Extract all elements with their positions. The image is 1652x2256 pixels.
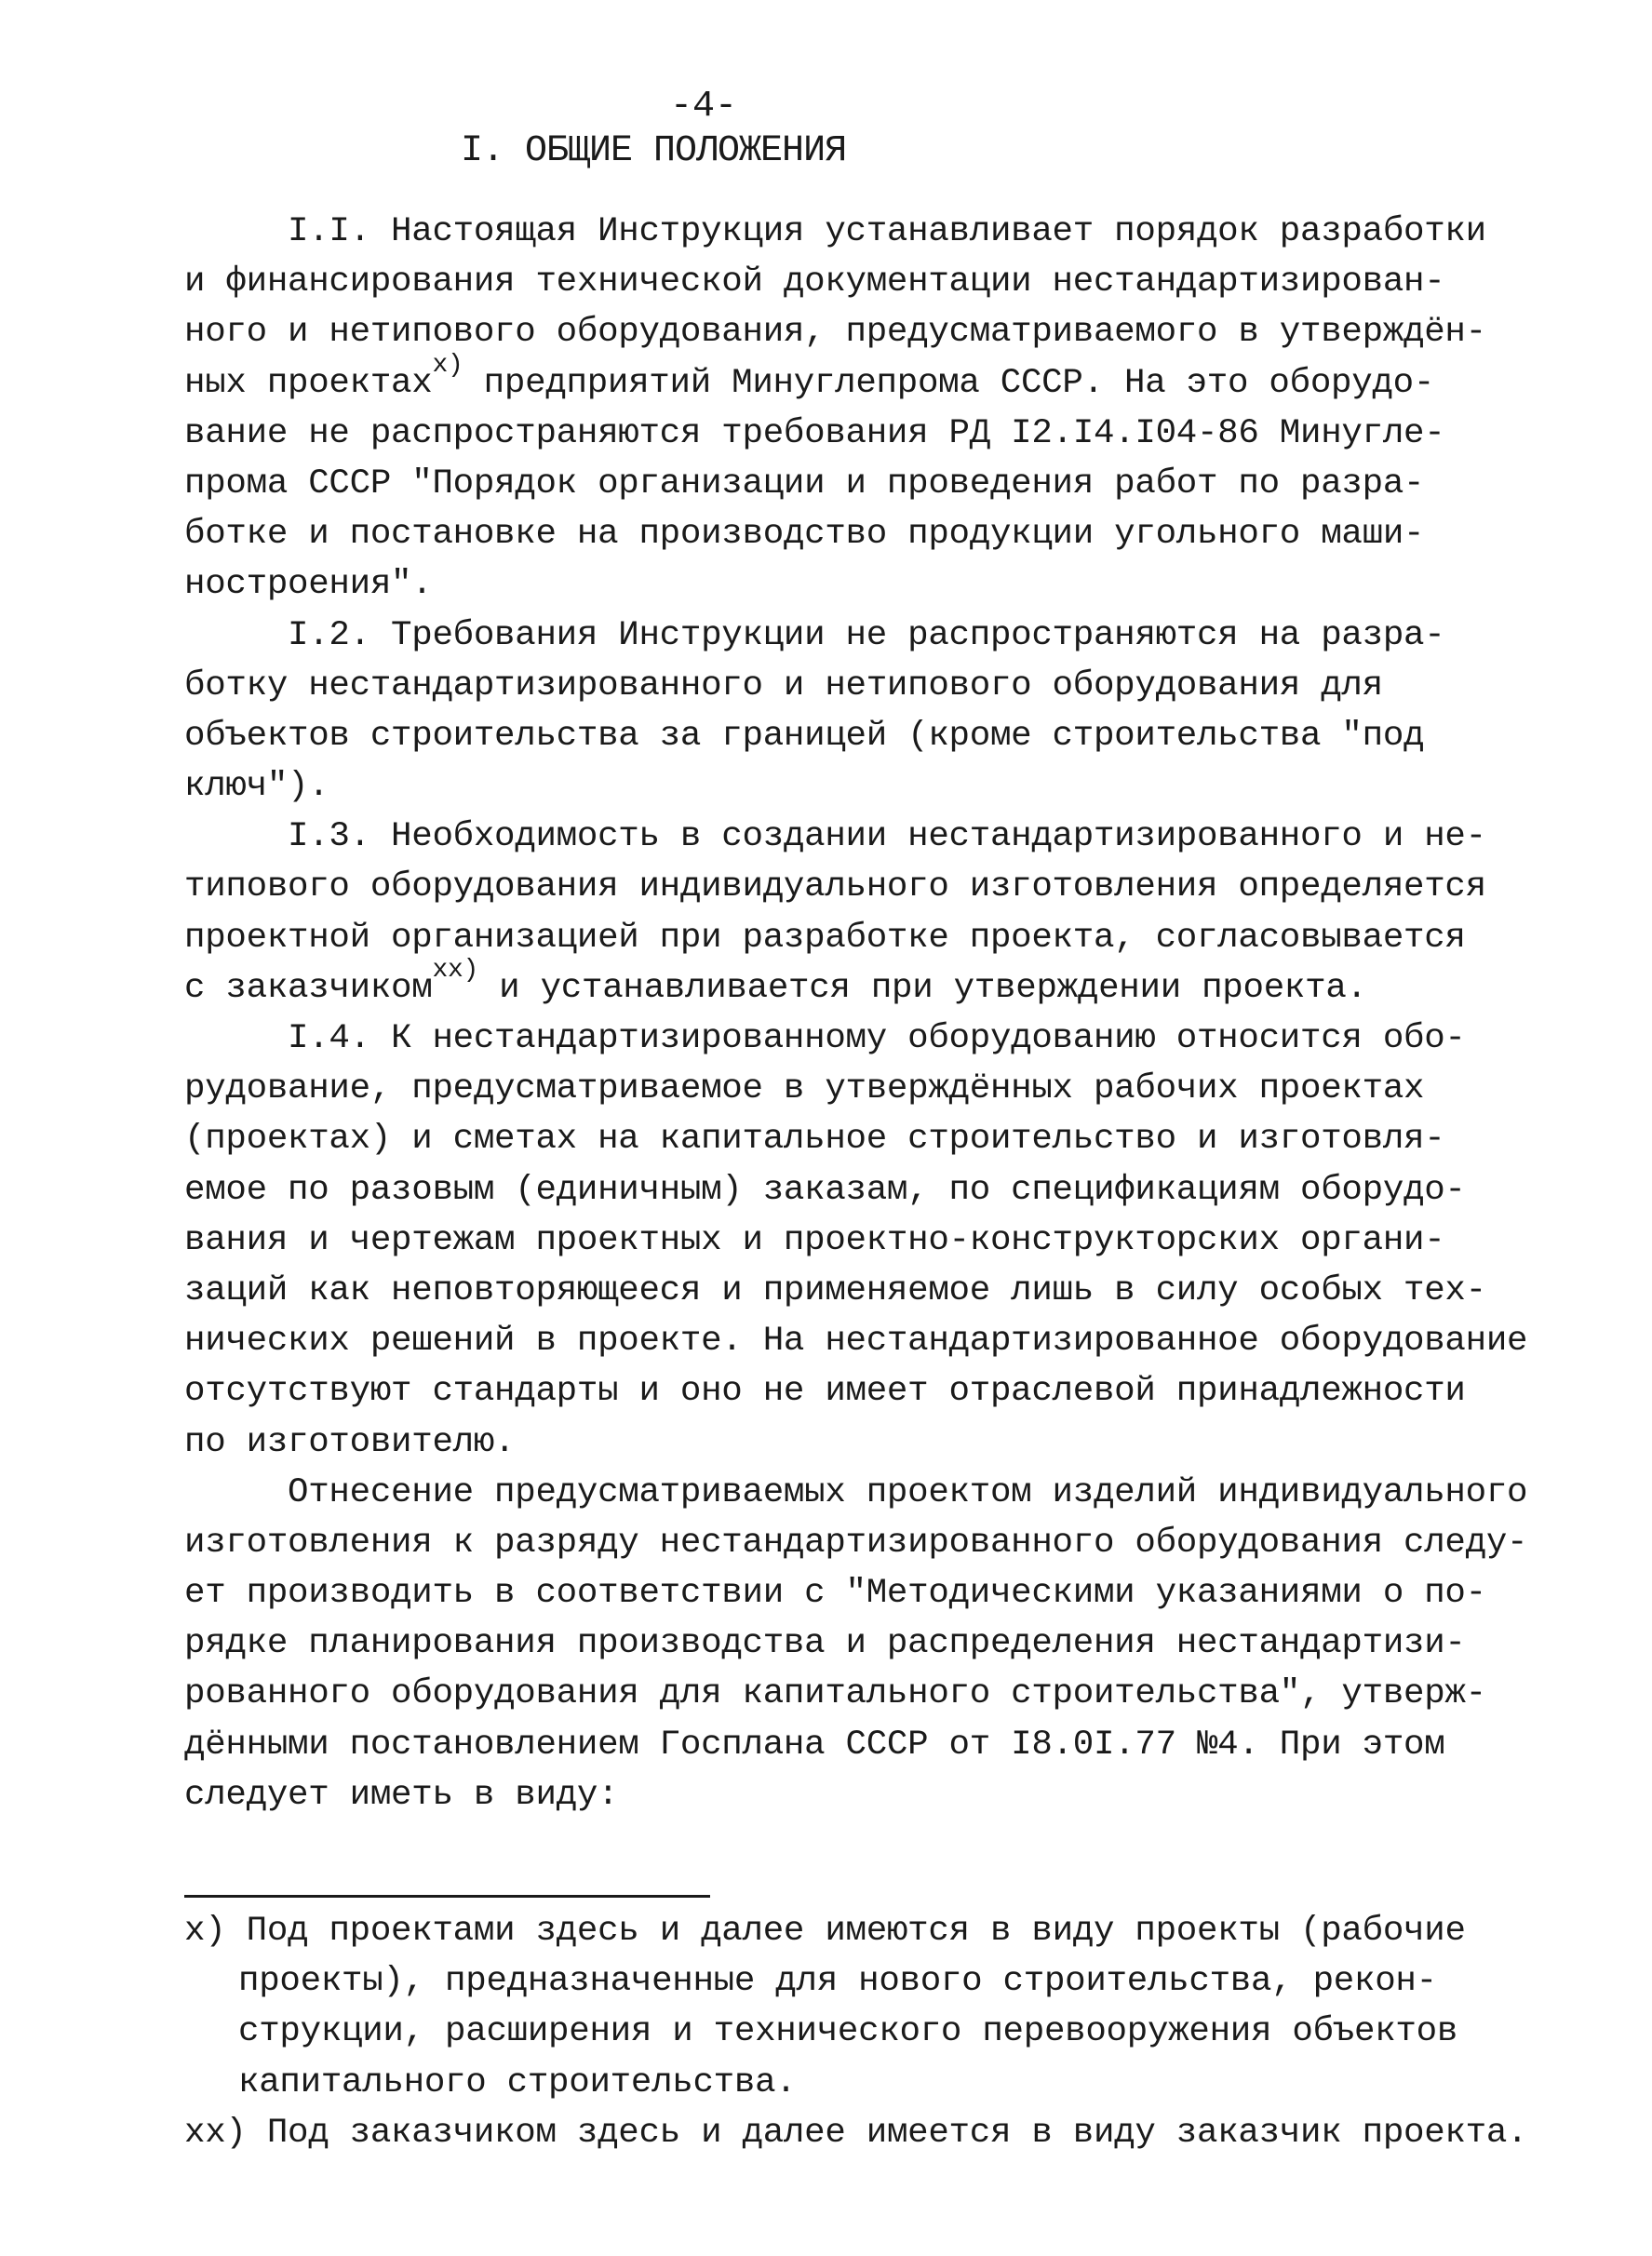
text-line: с заказчиком$^{хх)}$ и устанавливается при утверждении проекта. [184, 955, 1367, 1008]
footnote-mark: хх) [184, 2113, 247, 2153]
text-line: (проектах) и сметах на капитальное строительство и изготовля- [184, 1120, 1445, 1160]
footnote-text: Под заказчиком здесь и далее имеется в виду заказчик проекта. [246, 2113, 1528, 2153]
text-line: I.I. Настоящая Инструкция устанавливает порядок разработки [184, 212, 1486, 251]
text-line: изготовления к разряду нестандартизированного оборудования следу- [184, 1523, 1528, 1563]
footnote-text: струкции, расширения и технического перевооружения объектов [238, 2012, 1458, 2052]
text-line: нических решений в проекте. На нестандартизированное оборудование [184, 1322, 1528, 1362]
text-line: ботке и постановке на производство продукции угольного маши- [184, 515, 1425, 555]
text-line: рядке планирования производства и распределения нестандартизи- [184, 1624, 1466, 1664]
text-line: отсутствуют стандарты и оно не имеет отраслевой принадлежности [184, 1372, 1466, 1412]
page-number: -4- [670, 86, 738, 128]
text-line: I.2. Требования Инструкции не распространяются на разра- [184, 615, 1445, 655]
text-line: ностроения". [184, 565, 433, 605]
text-line: рованного оборудования для капитального строительства", утверж- [184, 1674, 1486, 1714]
footnote-divider [184, 1895, 710, 1898]
footnote [184, 1906, 1524, 2108]
footnote [184, 2108, 1528, 2158]
text-line: I.4. К нестандартизированному оборудованию относится обо- [184, 1019, 1466, 1058]
text-line: ботку нестандартизированного и нетипового оборудования для [184, 665, 1383, 705]
text-line: Отнесение предусматриваемых проектом изделий индивидуального [184, 1472, 1528, 1512]
footnote-text: Под проектами здесь и далее имеются в виду проекты (рабочие [225, 1912, 1466, 1951]
text-line: объектов строительства за границей (кроме строительства "под [184, 716, 1425, 756]
text-line: ных проектах$^{х)}$ предприятий Минуглепрома СССР. На это оборудо- [184, 350, 1435, 403]
text-line: проектной организацией при разработке проекта, согласовывается [184, 918, 1466, 958]
text-line: вания и чертежам проектных и проектно-конструкторских органи- [184, 1220, 1445, 1260]
text-line: следует иметь в виду: [184, 1775, 619, 1815]
footnotes [184, 1906, 1528, 2158]
section-title: I. ОБЩИЕ ПОЛОЖЕНИЯ [461, 130, 847, 172]
text-line: рудование, предусматриваемое в утверждённых рабочих проектах [184, 1069, 1425, 1109]
text-line: вание не распространяются требования РД I2.I4.I04-86 Минугле- [184, 413, 1445, 453]
footnote-reference: х) [432, 350, 463, 380]
text-line: емое по разовым (единичным) заказам, по спецификациям оборудо- [184, 1170, 1466, 1210]
footnote-text: капитального строительства. [238, 2062, 797, 2102]
body-text [184, 207, 1528, 1820]
text-line: прома СССР "Порядок организации и проведения работ по разра- [184, 463, 1425, 504]
text-line: I.3. Необходимость в создании нестандартизированного и не- [184, 817, 1486, 857]
text-line: по изготовителю. [184, 1422, 516, 1462]
text-line: заций как неповторяющееся и применяемое лишь в силу особых тех- [184, 1270, 1486, 1310]
text-line: типового оборудования индивидуального изготовления определяется [184, 867, 1486, 907]
text-line: дёнными постановлением Госплана СССР от I8.0I.77 №4. При этом [184, 1725, 1445, 1765]
text-line: ет производить в соответствии с "Методическими указаниями о по- [184, 1574, 1486, 1614]
text-line: ключ"). [184, 767, 329, 807]
text-line: и финансирования технической документации нестандартизирован- [184, 262, 1445, 302]
footnote-text: проекты), предназначенные для нового строительства, рекон- [238, 1962, 1437, 2002]
footnote-mark: х) [184, 1912, 226, 1951]
footnote-reference: хх) [432, 955, 478, 985]
text-line: ного и нетипового оборудования, предусматриваемого в утверждён- [184, 313, 1486, 353]
